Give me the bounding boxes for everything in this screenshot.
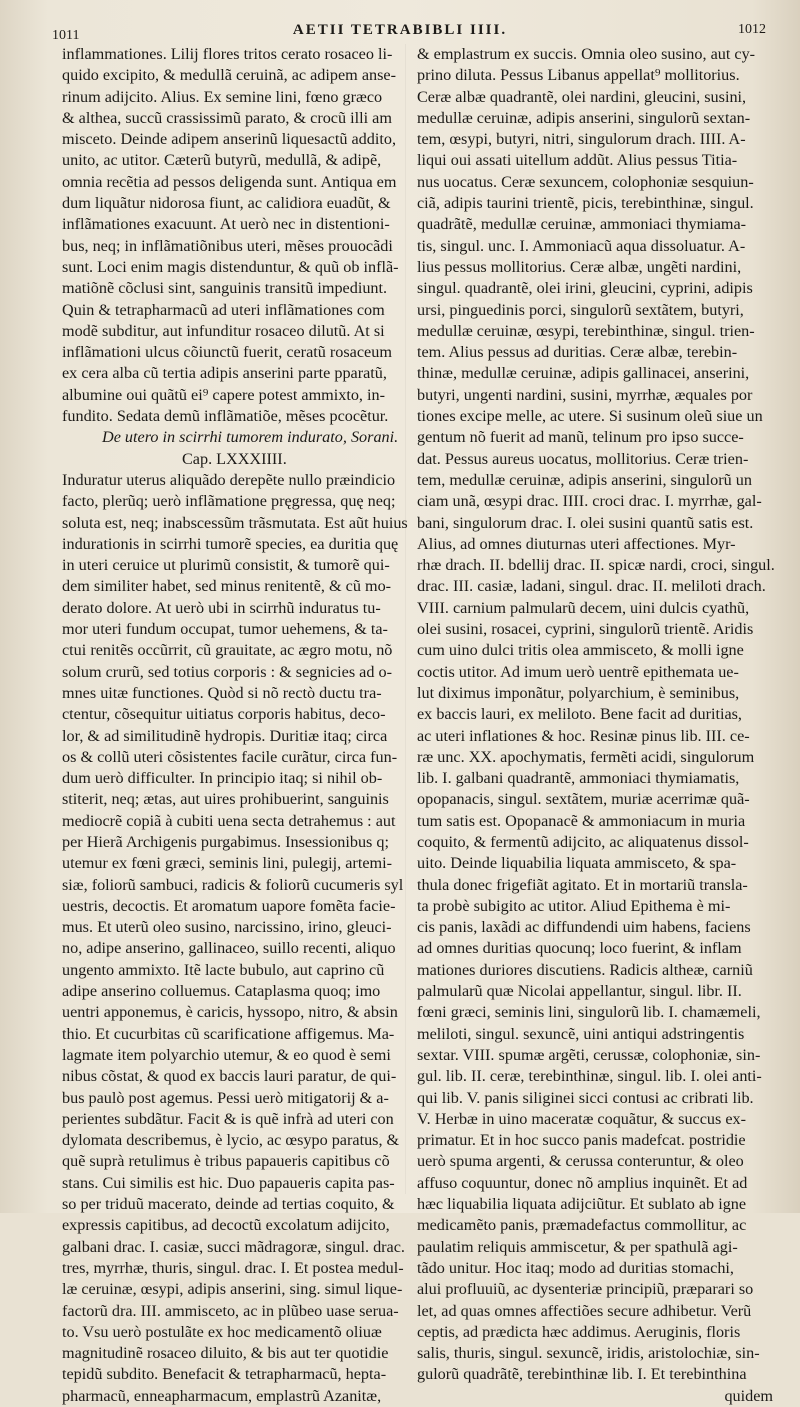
text-line: hæc liquabilia liquata adijciũtur. Et sublato ab igne (417, 1195, 747, 1214)
text-line: coctis utitor. Ad imum uerò uentrẽ epithemata ue- (417, 662, 739, 681)
text-line: lagmate item polyarchio utemur, & eo quod è semi (62, 1045, 391, 1064)
text-line: mediocrẽ copiã à cubiti uena secta detrahemus : aut (62, 811, 396, 830)
text-line: prino diluta. Pessus Libanus appellat⁹ mollitorius. (417, 66, 740, 85)
page-header (0, 22, 800, 46)
text-line: medullæ ceruinæ, adipis anserini, singulorũ sextan- (417, 108, 751, 127)
text-line: os & collũ uteri cõsistentes facile curãtur, circa fun- (62, 747, 398, 766)
text-line: so per triduũ macerato, deinde ad tertias coquito, & (62, 1195, 395, 1214)
text-line: cis panis, laxãdi ac diffundendi uim habens, faciens (417, 918, 751, 937)
text-line: fœni græci, seminis lini, singulorũ lib. I. chamæmeli, (417, 1003, 761, 1022)
text-line: ac uteri inflationes & hoc. Resinæ pinus lib. III. ce- (417, 726, 750, 745)
text-line: soluta est, neq; inabscessũm trãsmutata. Est aũt huius (62, 513, 408, 532)
text-line: in uteri ceruice ut plurimũ consistit, & tumorẽ qui- (62, 556, 390, 575)
section-heading: De utero in scirrhi tumorem indurato, Sorani. (102, 428, 399, 447)
text-line: dylomata describemus, è lycio, ac œsypo paratus, & (62, 1131, 400, 1150)
text-line: primatur. Et in hoc succo panis madefcat. postridie (417, 1131, 746, 1150)
text-line: ungento ammixto. Itẽ lacte bubulo, aut caprino cũ (62, 960, 385, 979)
text-line: meliloti, singul. sexuncẽ, uini antiqui adstringentis (417, 1024, 745, 1043)
text-line: mnes uitæ functiones. Quòd si nõ rectò ductu tra- (62, 683, 382, 702)
text-line: quẽ suprà retulimus è tribus papaueris capitibus cõ (62, 1152, 390, 1171)
text-line: thio. Et cucurbitas cũ scarificatione affigemus. Ma- (62, 1024, 395, 1043)
text-line: tãdo unitur. Hoc itaq; modo ad duritias stomachi, (417, 1258, 734, 1277)
text-line: coquito, & fermentũ adijcito, ac aliquatenus dissol- (417, 832, 749, 851)
text-line: facto, plerũq; uerò inflãmatione pręgressa, quę neq; (62, 492, 396, 511)
text-line: perientes subdãtur. Facit & is quẽ infrà ad uteri con (62, 1109, 394, 1128)
text-line: adipe anserino colluemus. Cataplasma quoq; imo (62, 982, 381, 1001)
text-line: salis, thuris, singul. sexuncẽ, iridis, aristolochiæ, sin- (417, 1344, 760, 1363)
text-line: ciã, adipis taurini trientẽ, picis, terebinthinæ, singul. (417, 194, 754, 213)
text-line: inflãmationi ulcus cõiunctũ fuerit, ceratũ rosaceum (62, 343, 392, 362)
text-line: uito. Deinde liquabilia liquata ammisceto, & spa- (417, 854, 737, 873)
text-line: ctentur, cõsequitur uitiatus corporis habitus, deco- (62, 705, 386, 724)
text-line: mor uteri fundum occupat, tumor uehemens, & ta- (62, 620, 388, 639)
page-number-left: 1011 (52, 28, 80, 43)
text-line: ciam unã, œsypi drac. IIII. croci drac. I. myrrhæ, gal- (417, 492, 762, 511)
text-line: tepidũ subdito. Benefacit & tetrapharmacũ, hepta- (62, 1365, 387, 1384)
text-line: sextar. VIII. spumæ argẽti, cerussæ, colophoniæ, sin- (417, 1045, 761, 1064)
column-gutter (405, 44, 406, 1194)
text-line: bani, singulorum drac. I. olei susini quantũ satis est. (417, 513, 754, 532)
text-line: matiõnẽ cõclusi sint, sanguinis transitũ impediunt. (62, 279, 388, 298)
text-line: factorũ dra. III. ammisceto, ac in plũbeo uase serua- (62, 1301, 399, 1320)
text-line: stiterit, neq; ætas, aut uires prohibuerint, sanguinis (62, 790, 389, 809)
text-line: solum crurũ, sed totius corporis : & segnicies ad o- (62, 662, 392, 681)
text-line: modẽ subditur, aut infunditur rosaceo dilutũ. At si (62, 321, 385, 340)
text-line: mationes duriores discutiens. Radicis altheæ, carniũ (417, 960, 753, 979)
text-line: tiones excipe melle, ac utere. Si susinum oleũ siue un (417, 407, 763, 426)
text-line: magnitudinẽ rosaceo diluito, & bis aut ter quotidie (62, 1344, 389, 1363)
text-line: ex cera alba cũ tertia adipis anserini parte pparatũ, (62, 364, 387, 383)
text-line: gul. lib. II. ceræ, terebinthinæ, singul. lib. I. olei anti- (417, 1067, 762, 1086)
text-line: alui profluuiũ, ac dysenteriæ principiũ, præparari so (417, 1280, 754, 1299)
text-line: Alius, ad omnes diuturnas uteri affectiones. Myr- (417, 534, 736, 553)
text-line: sunt. Loci enim magis distenduntur, & quũ ob inflã- (62, 257, 399, 276)
text-line: læ ceruinæ, œsypi, adipis anserini, sing. simul lique- (62, 1280, 403, 1299)
text-line: medicamẽto panis, præmadefactus commollitur, ac (417, 1216, 747, 1235)
text-line: rhæ drach. II. bdellij drac. II. spicæ nardi, croci, singul. (417, 556, 775, 575)
text-line: ctui renitẽs occũrrit, cũ grauitate, ac ægro motu, nõ (62, 641, 393, 660)
text-line: per Hierã Archigenis purgabimus. Insessionibus q; (62, 832, 389, 851)
text-line: mus. Et uterũ oleo susino, narcissino, irino, gleuci- (62, 918, 392, 937)
right-column (417, 44, 775, 1405)
text-line: inflammationes. Lilij flores tritos cerato rosaceo li- (62, 45, 393, 63)
text-line: Induratur uterus aliquãdo derepẽte nullo præindicio (62, 470, 396, 489)
text-line: gentum nõ fuerit ad manũ, telinum pro ipso succe- (417, 428, 744, 447)
text-line: paulatim reliquis ammiscetur, & per spathulã agi- (417, 1237, 738, 1256)
text-line: expressis capitibus, ad decoctũ excolatum adijcito, (62, 1216, 390, 1235)
text-line: tis, singul. unc. I. Ammoniacũ aqua dissoluatur. A- (417, 236, 746, 255)
text-line: misceto. Deinde adipem anserinũ liquesactũ addito, (62, 130, 396, 149)
text-line: unito, ac utitor. Cæterũ butyrũ, medullã, & adipẽ, (62, 151, 382, 170)
catchword: quidem (724, 1386, 773, 1405)
text-line: gulorũ quadrãtẽ, terebinthinæ lib. I. Et terebinthina (417, 1365, 747, 1384)
text-line: indurationis in scirrhi tumorẽ species, ea duritia quę (62, 534, 399, 553)
text-line: stans. Cui similis est hic. Duo papaueris capita pas- (62, 1173, 395, 1192)
text-line: pharmacũ, enneapharmacum, emplastrũ Azanitæ, (62, 1386, 382, 1405)
text-line: uentri apponemus, è caricis, hyssopo, nitro, & absin (62, 1003, 398, 1022)
text-line: dum liquãtur nidorosa fiunt, ac calidiora euadũt, & (62, 194, 391, 213)
text-line: affuso coquuntur, donec nõ amplius inquinẽt. Et ad (417, 1173, 748, 1192)
text-line: ursi, pinguedinis porci, singulorũ sextãtem, butyri, (417, 300, 744, 319)
text-line: ta probè subigito ac utitor. Aliud Epithema è mi- (417, 896, 731, 915)
text-line: tem, medullæ ceruinæ, adipis anserini, singulorũ un (417, 470, 752, 489)
text-line: rinum adijcito. Alius. Ex semine lini, fœno græco (62, 87, 383, 106)
text-line: siæ, foliorũ sambuci, radicis & foliorũ cucumeris syl (62, 875, 404, 894)
text-line: nus uocatus. Ceræ sexuncem, colophoniæ sesquiun- (417, 172, 754, 191)
text-line: drac. III. casiæ, ladani, singul. drac. II. meliloti drach. (417, 577, 766, 596)
text-line: ceptis, ad prædicta hæc addimus. Aeruginis, floris (417, 1322, 741, 1341)
running-title: AETII TETRABIBLI IIII. (292, 22, 508, 38)
chapter-label: Cap. LXXXIIII. (182, 449, 287, 468)
text-line: Quin & tetrapharmacũ ad uteri inflãmationes com (62, 300, 385, 319)
text-line: thula donec frigefiãt agitato. Et in mortariũ transla- (417, 875, 748, 894)
text-line: dem similiter habet, sed minus renitentẽ, & cũ mo- (62, 577, 392, 596)
text-line: uerò spuma argenti, & cerussa conteruntur, & oleo (417, 1152, 744, 1171)
text-line: no, adipe anserino, gallinaceo, suillo recenti, aliquo (62, 939, 396, 958)
text-line: uestris, decoctis. Et aromatum uapore fomẽta facie- (62, 896, 396, 915)
text-line: nibus cõstat, & quod ex baccis lauri paratur, de qui- (62, 1067, 397, 1086)
text-line: butyri, ungenti nardini, susini, myrrhæ, æquales por (417, 385, 753, 404)
text-line: fundito. Sedata demũ inflãmatiõe, mẽses pcocẽtur. (62, 407, 389, 426)
text-line: Ceræ albæ quadrantẽ, olei nardini, gleucini, susini, (417, 87, 747, 106)
text-line: medullæ ceruinæ, œsypi, terebinthinæ, singul. trien- (417, 321, 755, 340)
left-column-top-text (62, 44, 402, 427)
text-line: & emplastrum ex succis. Omnia oleo susino, aut cy- (417, 45, 756, 63)
text-line: thinæ, medullæ ceruinæ, adipis gallinacei, anserini, (417, 364, 750, 383)
text-line: quadrãtẽ, medullæ ceruinæ, ammoniaci thymiama- (417, 215, 747, 234)
text-line: ad omnes duritias quocunq; loco fuerint, & inflam (417, 939, 742, 958)
text-line: omnia recẽtia ad pessos deligenda sunt. Antiqua em (62, 172, 397, 191)
text-line: lor, & ad similitudinẽ hydropis. Duritiæ itaq; circa (62, 726, 388, 745)
text-line: tem, œsypi, butyri, nitri, singulorum drach. IIII. A- (417, 130, 746, 149)
text-line: ex baccis lauri, ex meliloto. Bene facit ad duritias, (417, 705, 742, 724)
text-line: inflãmationes exacuunt. At uerò nec in distentioni- (62, 215, 390, 234)
text-line: tres, myrrhæ, thuris, singul. drac. I. Et postea medul- (62, 1258, 404, 1277)
text-line: derato dolore. At uerò ubi in scirrhũ induratus tu- (62, 598, 381, 617)
right-column-text (417, 44, 775, 1407)
text-line: quido excipito, & medullã ceruinã, ac adipem anse- (62, 66, 396, 85)
text-line: ræ unc. XX. apochymatis, fermẽti acidi, singulorum (417, 747, 755, 766)
text-line: to. Vsu uerò postulãte ex hoc medicamentõ oliuæ (62, 1322, 382, 1341)
text-line: qui lib. V. panis siliginei sicci contusi ac cribrati lib. (417, 1088, 754, 1107)
text-line: dat. Pessus aureus uocatus, mollitorius. Ceræ trien- (417, 449, 749, 468)
left-column (62, 44, 408, 1405)
text-line: bus paulò post agemus. Pessi uerò mitigatorij & a- (62, 1088, 389, 1107)
text-line: dum uerò difficulter. In principio itaq; si nihil ob- (62, 769, 383, 788)
text-line: liqui oui assati uitellum addũt. Alius pessus Titia- (417, 151, 738, 170)
text-line: lib. I. galbani quadrantẽ, ammoniaci thymiamatis, (417, 769, 740, 788)
text-line: bus, neq; in inflãmatiõnibus uteri, mẽses prouocãdi (62, 236, 393, 255)
text-line: singul. quadrantẽ, olei irini, gleucini, cyprini, adipis (417, 279, 753, 298)
text-line: utemur ex fœni græci, seminis lini, pulegij, artemi- (62, 854, 392, 873)
text-line: albumine oui quãtũ ei⁹ capere potest ammixto, in- (62, 385, 386, 404)
text-line: opopanacis, singul. sextãtem, muriæ acerrimæ quã- (417, 790, 750, 809)
text-line: palmularũ quæ Nicolai appellantur, singul. libr. II. (417, 982, 742, 1001)
left-column-body-text (62, 470, 408, 1407)
text-line: tem. Alius pessus ad duritias. Ceræ albæ, terebin- (417, 343, 738, 362)
text-line: VIII. carnium palmularũ decem, uini dulcis cyathũ, (417, 598, 750, 617)
text-line: galbani drac. I. casiæ, succi mãdragoræ, singul. drac. (62, 1237, 405, 1256)
text-line: V. Herbæ in uino maceratæ coquãtur, & succus ex- (417, 1109, 747, 1128)
text-line: olei susini, rosacei, cyprini, singulorũ trientẽ. Aridis (417, 620, 754, 639)
text-line: tum satis est. Opopanacẽ & ammoniacum in muria (417, 811, 746, 830)
text-line: lut diximus imponãtur, polyarchium, è seminibus, (417, 683, 740, 702)
text-line: cum uino dulci tritis olea ammisceto, & molli igne (417, 641, 744, 660)
page-number-right: 1012 (738, 22, 766, 37)
text-line: & althea, succũ crassissimũ parato, & crocũ illi am (62, 108, 392, 127)
text-line: let, ad quas omnes affectiões secure adhibetur. Verũ (417, 1301, 752, 1320)
text-line: lius pessus mollitorius. Ceræ albæ, ungẽti nardini, (417, 257, 742, 276)
